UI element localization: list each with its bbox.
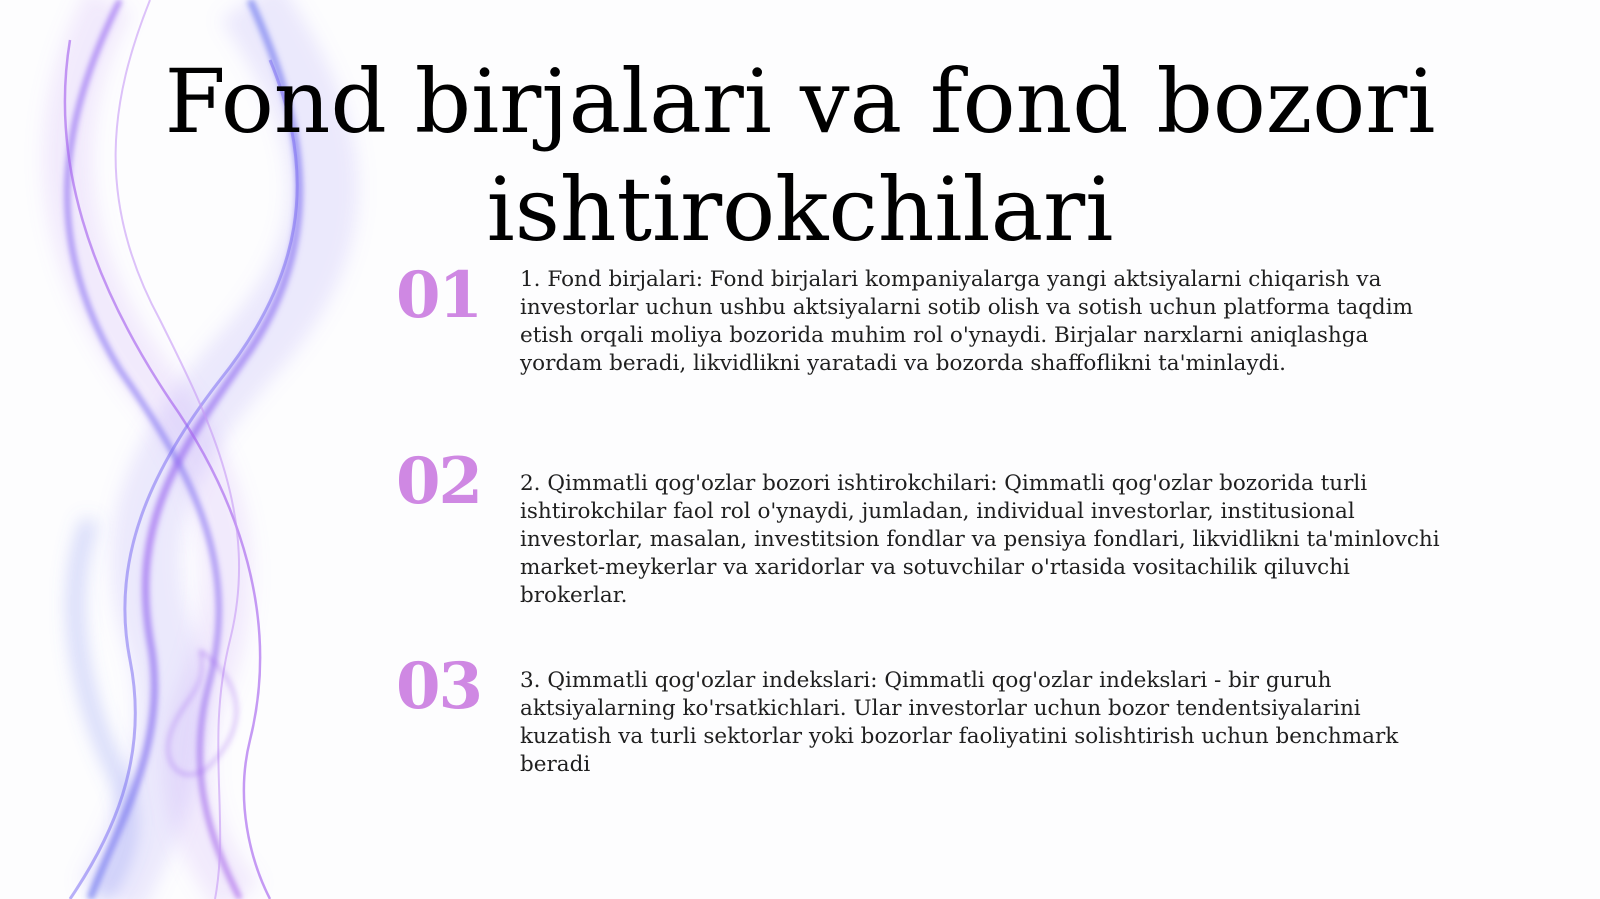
slide-title (0, 48, 1600, 264)
slide-title-line-2: ishtirokchilari (486, 158, 1114, 261)
item-number: 02 (396, 444, 482, 519)
item-text: 2. Qimmatli qog'ozlar bozori ishtirokchilari: Qimmatli qog'ozlar bozorida turli ishtirokchilar faol rol o'ynaydi, jumladan, individual investorlar, institusional investorlar, masalan, investitsion fondlar va pensiya fondlari, likvidlikni ta'minlovchi market-meykerlar va xaridorlar va sotuvchilar o'rtasida vositachilik qiluvchi brokerlar. (520, 471, 1440, 608)
item-number: 01 (396, 258, 482, 333)
item-number: 03 (396, 649, 482, 724)
slide-title-line-1: Fond birjalari va fond bozori (164, 50, 1436, 153)
item-text: 3. Qimmatli qog'ozlar indekslari: Qimmatli qog'ozlar indekslari - bir guruh aktsiyalarning ko'rsatkichlari. Ular investorlar uchun bozor tendentsiyalarini kuzatish va turli sektorlar yoki bozorlar faoliyatini solishtirish uchun benchmark beradi (520, 668, 1399, 777)
item-text: 1. Fond birjalari: Fond birjalari kompaniyalarga yangi aktsiyalarni chiqarish va investorlar uchun ushbu aktsiyalarni sotib olish va sotish uchun platforma taqdim etish orqali moliya bozorida muhim rol o'ynaydi. Birjalar narxlarni aniqlashga yordam beradi, likvidlikni yaratadi va bozorda shaffoflikni ta'minlaydi. (520, 267, 1413, 376)
